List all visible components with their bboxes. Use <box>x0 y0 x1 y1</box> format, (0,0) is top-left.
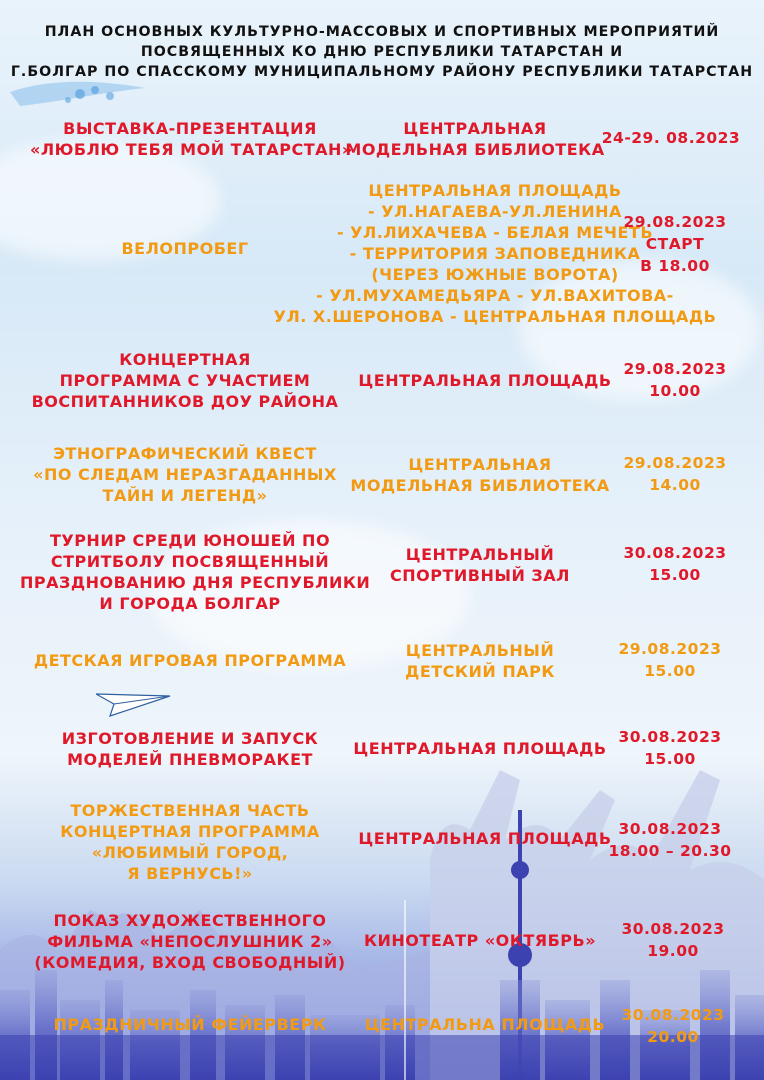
event-date: 29.08.2023 СТАРТ В 18.00 <box>623 213 727 275</box>
event-place: ЦЕНТРАЛЬНАЯ ПЛОЩАДЬ <box>358 371 612 390</box>
event-name: ПОКАЗ ХУДОЖЕСТВЕННОГО ФИЛЬМА «НЕПОСЛУШНИК 2» (КОМЕДИЯ, ВХОД СВОБОДНЫЙ) <box>34 911 346 972</box>
event-date: 30.08.2023 19.00 <box>621 920 725 960</box>
title-line: Г.БОЛГАР ПО СПАССКОМУ МУНИЦИПАЛЬНОМУ РАЙОНУ РЕСПУБЛИКИ ТАТАРСТАН <box>10 64 754 80</box>
event-date: 29.08.2023 14.00 <box>623 454 727 494</box>
event-place: ЦЕНТРАЛЬНЫЙ ДЕТСКИЙ ПАРК <box>405 641 555 681</box>
event-place: КИНОТЕАТР «ОКТЯБРЬ» <box>363 931 597 950</box>
title-line: ПОСВЯЩЕННЫХ КО ДНЮ РЕСПУБЛИКИ ТАТАРСТАН И <box>140 44 624 60</box>
event-date: 30.08.2023 20.00 <box>621 1006 725 1046</box>
event-date: 29.08.2023 15.00 <box>618 640 722 680</box>
event-name: КОНЦЕРТНАЯ ПРОГРАММА С УЧАСТИЕМ ВОСПИТАННИКОВ ДОУ РАЙОНА <box>31 350 339 411</box>
event-place: ЦЕНТРАЛЬНАЯ ПЛОЩАДЬ - УЛ.НАГАЕВА-УЛ.ЛЕНИНА - УЛ.ЛИХАЧЕВА - БЕЛАЯ МЕЧЕТЬ - ТЕРРИТОРИЯ ЗАПОВЕДНИКА (ЧЕРЕЗ ЮЖНЫЕ ВОРОТА) - УЛ.МУХАМЕДЬЯРА - УЛ.ВАХИТОВА- УЛ. Х.ШЕРОНОВА - ЦЕНТРАЛЬНАЯ ПЛОЩАДЬ <box>273 181 717 326</box>
title-line: ПЛАН ОСНОВНЫХ КУЛЬТУРНО-МАССОВЫХ И СПОРТИВНЫХ МЕРОПРИЯТИЙ <box>44 24 720 40</box>
event-place: ЦЕНТРАЛЬНЫЙ СПОРТИВНЫЙ ЗАЛ <box>390 545 570 585</box>
event-date: 29.08.2023 10.00 <box>623 360 727 400</box>
event-place: ЦЕНТРАЛЬНАЯ ПЛОЩАДЬ <box>358 829 612 848</box>
event-date: 30.08.2023 15.00 <box>618 728 722 768</box>
event-name: ТУРНИР СРЕДИ ЮНОШЕЙ ПО СТРИТБОЛУ ПОСВЯЩЕННЫЙ ПРАЗДНОВАНИЮ ДНЯ РЕСПУБЛИКИ И ГОРОДА БОЛГАР <box>20 531 371 613</box>
event-name: ВЫСТАВКА-ПРЕЗЕНТАЦИЯ «ЛЮБЛЮ ТЕБЯ МОЙ ТАТАРСТАН» <box>30 119 353 159</box>
event-place: ЦЕНТРАЛЬНАЯ ПЛОЩАДЬ <box>353 739 607 758</box>
event-date: 24-29. 08.2023 <box>601 129 741 147</box>
event-name: ЭТНОГРАФИЧЕСКИЙ КВЕСТ «ПО СЛЕДАМ НЕРАЗГАДАННЫХ ТАЙН И ЛЕГЕНД» <box>33 444 337 505</box>
event-date: 30.08.2023 15.00 <box>623 544 727 584</box>
event-name: ДЕТСКАЯ ИГРОВАЯ ПРОГРАММА <box>33 651 347 670</box>
event-place: ЦЕНТРАЛЬНАЯ МОДЕЛЬНАЯ БИБЛИОТЕКА <box>345 119 605 159</box>
event-place: ЦЕНТРАЛЬНА ПЛОЩАДЬ <box>364 1015 606 1034</box>
event-date: 30.08.2023 18.00 – 20.30 <box>608 820 732 860</box>
event-name: ТОРЖЕСТВЕННАЯ ЧАСТЬ КОНЦЕРТНАЯ ПРОГРАММА «ЛЮБИМЫЙ ГОРОД, Я ВЕРНУСЬ!» <box>60 801 320 883</box>
event-name: ВЕЛОПРОБЕГ <box>121 239 249 258</box>
event-name: ПРАЗДНИЧНЫЙ ФЕЙЕРВЕРК <box>53 1015 327 1034</box>
paper-plane-icon <box>96 690 171 718</box>
event-place: ЦЕНТРАЛЬНАЯ МОДЕЛЬНАЯ БИБЛИОТЕКА <box>350 455 610 495</box>
event-name: ИЗГОТОВЛЕНИЕ И ЗАПУСК МОДЕЛЕЙ ПНЕВМОРАКЕТ <box>61 729 319 769</box>
page-title <box>0 22 764 82</box>
